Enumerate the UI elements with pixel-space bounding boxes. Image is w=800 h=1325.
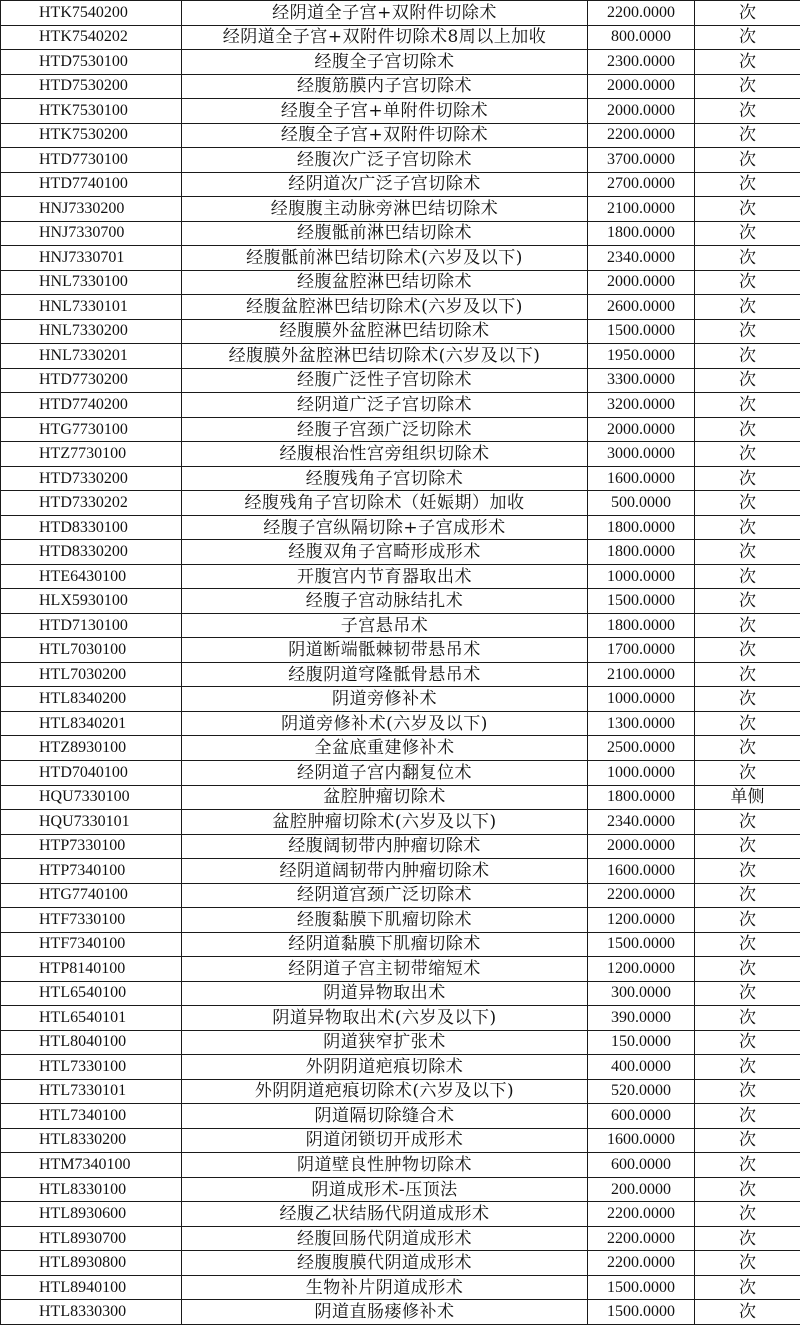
item-name-cell: 盆腔肿瘤切除术(六岁及以下) [182, 810, 588, 835]
item-price-cell: 300.0000 [588, 981, 695, 1006]
item-name-cell: 经腹骶前淋巴结切除术(六岁及以下) [182, 246, 588, 271]
item-unit-cell: 次 [695, 295, 800, 320]
table-row [1, 270, 800, 295]
table-row [1, 99, 800, 124]
table-row [1, 564, 800, 589]
item-code-cell: HTL7030100 [1, 638, 182, 663]
table-row [1, 344, 800, 369]
item-code-cell: HTM7340100 [1, 1153, 182, 1178]
item-price-cell: 2100.0000 [588, 197, 695, 222]
item-code-cell: HTD7040100 [1, 760, 182, 785]
item-name-cell: 经阴道子宫内翻复位术 [182, 760, 588, 785]
item-price-cell: 1500.0000 [588, 932, 695, 957]
item-unit-cell: 次 [695, 319, 800, 344]
item-unit-cell: 次 [695, 172, 800, 197]
item-price-cell: 2000.0000 [588, 99, 695, 124]
item-name-cell: 阴道异物取出术 [182, 981, 588, 1006]
item-code-cell: HTL6540101 [1, 1006, 182, 1031]
item-unit-cell: 次 [695, 1, 800, 26]
item-name-cell: 阴道隔切除缝合术 [182, 1104, 588, 1129]
table-row [1, 417, 800, 442]
item-unit-cell: 次 [695, 736, 800, 761]
item-code-cell: HTL8340200 [1, 687, 182, 712]
table-row [1, 883, 800, 908]
item-name-cell: 经腹全子宫+单附件切除术 [182, 99, 588, 124]
item-unit-cell: 次 [695, 466, 800, 491]
item-unit-cell: 次 [695, 442, 800, 467]
table-row [1, 197, 800, 222]
item-code-cell: HTL8330200 [1, 1128, 182, 1153]
item-code-cell: HTD7740100 [1, 172, 182, 197]
item-code-cell: HTD8330100 [1, 515, 182, 540]
item-code-cell: HNL7330100 [1, 270, 182, 295]
item-unit-cell: 次 [695, 197, 800, 222]
table-row [1, 221, 800, 246]
item-code-cell: HTE6430100 [1, 564, 182, 589]
table-row [1, 1006, 800, 1031]
item-price-cell: 1300.0000 [588, 711, 695, 736]
item-price-cell: 2200.0000 [588, 883, 695, 908]
item-price-cell: 1800.0000 [588, 540, 695, 565]
item-code-cell: HTL8930600 [1, 1202, 182, 1227]
item-code-cell: HTF7340100 [1, 932, 182, 957]
item-price-cell: 2200.0000 [588, 1, 695, 26]
item-code-cell: HTL8930700 [1, 1226, 182, 1251]
item-price-cell: 2340.0000 [588, 810, 695, 835]
item-price-cell: 3700.0000 [588, 148, 695, 173]
item-unit-cell: 次 [695, 74, 800, 99]
item-name-cell: 阴道断端骶棘韧带悬吊术 [182, 638, 588, 663]
table-row [1, 687, 800, 712]
table-row [1, 74, 800, 99]
table-row [1, 662, 800, 687]
item-unit-cell: 次 [695, 613, 800, 638]
item-unit-cell: 次 [695, 760, 800, 785]
item-unit-cell: 次 [695, 1202, 800, 1227]
item-unit-cell: 次 [695, 123, 800, 148]
item-code-cell: HNJ7330701 [1, 246, 182, 271]
item-code-cell: HNL7330201 [1, 344, 182, 369]
table-row [1, 50, 800, 75]
table-row [1, 834, 800, 859]
item-unit-cell: 次 [695, 589, 800, 614]
item-unit-cell: 次 [695, 1251, 800, 1276]
item-price-cell: 2000.0000 [588, 834, 695, 859]
item-name-cell: 全盆底重建修补术 [182, 736, 588, 761]
item-name-cell: 阴道壁良性肿物切除术 [182, 1153, 588, 1178]
item-price-cell: 2200.0000 [588, 1226, 695, 1251]
item-price-cell: 520.0000 [588, 1079, 695, 1104]
item-unit-cell: 次 [695, 711, 800, 736]
item-unit-cell: 次 [695, 1153, 800, 1178]
item-price-cell: 400.0000 [588, 1055, 695, 1080]
item-name-cell: 经腹筋膜内子宫切除术 [182, 74, 588, 99]
item-unit-cell: 次 [695, 491, 800, 516]
table-row [1, 25, 800, 50]
table-row [1, 1, 800, 26]
item-price-cell: 390.0000 [588, 1006, 695, 1031]
item-name-cell: 经腹根治性宫旁组织切除术 [182, 442, 588, 467]
item-name-cell: 经腹残角子宫切除术 [182, 466, 588, 491]
item-price-cell: 2340.0000 [588, 246, 695, 271]
item-price-cell: 600.0000 [588, 1104, 695, 1129]
item-unit-cell: 次 [695, 1177, 800, 1202]
item-code-cell: HTP8140100 [1, 957, 182, 982]
item-code-cell: HTD7330202 [1, 491, 182, 516]
item-unit-cell: 次 [695, 270, 800, 295]
item-name-cell: 阴道闭锁切开成形术 [182, 1128, 588, 1153]
item-name-cell: 经阴道宫颈广泛切除术 [182, 883, 588, 908]
table-row [1, 981, 800, 1006]
item-name-cell: 经腹残角子宫切除术（妊娠期）加收 [182, 491, 588, 516]
item-code-cell: HTL6540100 [1, 981, 182, 1006]
table-row [1, 491, 800, 516]
table-row [1, 1251, 800, 1276]
item-unit-cell: 次 [695, 393, 800, 418]
item-name-cell: 经腹盆腔淋巴结切除术 [182, 270, 588, 295]
table-row [1, 1079, 800, 1104]
item-code-cell: HNL7330200 [1, 319, 182, 344]
item-name-cell: 外阴阴道疤痕切除术(六岁及以下) [182, 1079, 588, 1104]
item-code-cell: HTD7530200 [1, 74, 182, 99]
table-row [1, 638, 800, 663]
item-name-cell: 经腹骶前淋巴结切除术 [182, 221, 588, 246]
item-name-cell: 阴道成形术-压顶法 [182, 1177, 588, 1202]
table-row [1, 760, 800, 785]
item-unit-cell: 次 [695, 246, 800, 271]
table-row [1, 1030, 800, 1055]
table-row [1, 466, 800, 491]
item-name-cell: 经阴道阔韧带内肿瘤切除术 [182, 859, 588, 884]
item-price-cell: 1500.0000 [588, 589, 695, 614]
item-name-cell: 经阴道次广泛子宫切除术 [182, 172, 588, 197]
item-price-cell: 1600.0000 [588, 1128, 695, 1153]
item-price-cell: 2000.0000 [588, 74, 695, 99]
item-name-cell: 开腹宫内节育器取出术 [182, 564, 588, 589]
item-price-cell: 800.0000 [588, 25, 695, 50]
table-row [1, 172, 800, 197]
table-row [1, 1177, 800, 1202]
item-code-cell: HTG7730100 [1, 417, 182, 442]
item-price-cell: 600.0000 [588, 1153, 695, 1178]
item-price-cell: 1800.0000 [588, 613, 695, 638]
item-name-cell: 经腹黏膜下肌瘤切除术 [182, 908, 588, 933]
item-price-cell: 1600.0000 [588, 466, 695, 491]
item-code-cell: HNL7330101 [1, 295, 182, 320]
item-name-cell: 阴道直肠瘘修补术 [182, 1300, 588, 1325]
item-name-cell: 阴道旁修补术(六岁及以下) [182, 711, 588, 736]
table-row [1, 1055, 800, 1080]
item-name-cell: 经腹全子宫切除术 [182, 50, 588, 75]
item-unit-cell: 次 [695, 515, 800, 540]
item-unit-cell: 次 [695, 1055, 800, 1080]
item-name-cell: 阴道狭窄扩张术 [182, 1030, 588, 1055]
item-code-cell: HTZ7730100 [1, 442, 182, 467]
item-unit-cell: 次 [695, 25, 800, 50]
item-price-cell: 1800.0000 [588, 515, 695, 540]
item-name-cell: 经腹腹主动脉旁淋巴结切除术 [182, 197, 588, 222]
item-unit-cell: 次 [695, 834, 800, 859]
table-row [1, 148, 800, 173]
table-row [1, 736, 800, 761]
item-price-cell: 3300.0000 [588, 368, 695, 393]
item-code-cell: HQU7330101 [1, 810, 182, 835]
item-code-cell: HTD7740200 [1, 393, 182, 418]
item-price-cell: 1000.0000 [588, 760, 695, 785]
table-row [1, 368, 800, 393]
item-price-cell: 1200.0000 [588, 957, 695, 982]
item-code-cell: HTP7340100 [1, 859, 182, 884]
table-row [1, 442, 800, 467]
item-name-cell: 外阴阴道疤痕切除术 [182, 1055, 588, 1080]
item-unit-cell: 次 [695, 417, 800, 442]
item-price-cell: 1700.0000 [588, 638, 695, 663]
item-name-cell: 生物补片阴道成形术 [182, 1275, 588, 1300]
item-name-cell: 盆腔肿瘤切除术 [182, 785, 588, 810]
item-price-cell: 2000.0000 [588, 417, 695, 442]
table-row [1, 393, 800, 418]
item-price-cell: 2300.0000 [588, 50, 695, 75]
item-name-cell: 经腹乙状结肠代阴道成形术 [182, 1202, 588, 1227]
item-unit-cell: 次 [695, 883, 800, 908]
item-code-cell: HTL8330300 [1, 1300, 182, 1325]
item-name-cell: 经腹双角子宫畸形成形术 [182, 540, 588, 565]
table-row [1, 246, 800, 271]
item-unit-cell: 次 [695, 1226, 800, 1251]
table-row [1, 1202, 800, 1227]
item-price-cell: 1600.0000 [588, 859, 695, 884]
item-price-cell: 500.0000 [588, 491, 695, 516]
table-row [1, 319, 800, 344]
item-price-cell: 1200.0000 [588, 908, 695, 933]
item-price-cell: 3200.0000 [588, 393, 695, 418]
item-code-cell: HTP7330100 [1, 834, 182, 859]
item-name-cell: 经腹腹膜代阴道成形术 [182, 1251, 588, 1276]
item-name-cell: 经阴道全子宫+双附件切除术8周以上加收 [182, 25, 588, 50]
item-code-cell: HQU7330100 [1, 785, 182, 810]
item-unit-cell: 次 [695, 1006, 800, 1031]
item-name-cell: 经腹回肠代阴道成形术 [182, 1226, 588, 1251]
item-price-cell: 1500.0000 [588, 1300, 695, 1325]
table-row [1, 1275, 800, 1300]
item-unit-cell: 次 [695, 99, 800, 124]
item-unit-cell: 次 [695, 1275, 800, 1300]
item-price-cell: 2600.0000 [588, 295, 695, 320]
item-unit-cell: 次 [695, 1030, 800, 1055]
item-price-cell: 1000.0000 [588, 564, 695, 589]
item-unit-cell: 次 [695, 368, 800, 393]
item-unit-cell: 次 [695, 1300, 800, 1325]
item-code-cell: HTK7540200 [1, 1, 182, 26]
item-unit-cell: 次 [695, 908, 800, 933]
item-unit-cell: 单侧 [695, 785, 800, 810]
item-code-cell: HTD7330200 [1, 466, 182, 491]
item-price-cell: 2100.0000 [588, 662, 695, 687]
item-unit-cell: 次 [695, 344, 800, 369]
item-code-cell: HTK7540202 [1, 25, 182, 50]
item-unit-cell: 次 [695, 859, 800, 884]
item-price-cell: 1950.0000 [588, 344, 695, 369]
item-price-cell: 2700.0000 [588, 172, 695, 197]
table-row [1, 908, 800, 933]
table-row [1, 613, 800, 638]
item-unit-cell: 次 [695, 687, 800, 712]
item-code-cell: HLX5930100 [1, 589, 182, 614]
item-name-cell: 经阴道黏膜下肌瘤切除术 [182, 932, 588, 957]
table-row [1, 1128, 800, 1153]
item-price-cell: 150.0000 [588, 1030, 695, 1055]
item-unit-cell: 次 [695, 957, 800, 982]
item-unit-cell: 次 [695, 638, 800, 663]
item-name-cell: 子宫悬吊术 [182, 613, 588, 638]
item-name-cell: 经阴道广泛子宫切除术 [182, 393, 588, 418]
item-unit-cell: 次 [695, 1104, 800, 1129]
item-code-cell: HNJ7330700 [1, 221, 182, 246]
table-row [1, 1300, 800, 1325]
table-row [1, 957, 800, 982]
item-unit-cell: 次 [695, 1128, 800, 1153]
table-row [1, 785, 800, 810]
item-code-cell: HTL8330100 [1, 1177, 182, 1202]
item-code-cell: HTD8330200 [1, 540, 182, 565]
item-name-cell: 经腹次广泛子宫切除术 [182, 148, 588, 173]
item-name-cell: 经腹盆腔淋巴结切除术(六岁及以下) [182, 295, 588, 320]
item-price-cell: 1800.0000 [588, 785, 695, 810]
item-unit-cell: 次 [695, 148, 800, 173]
item-code-cell: HTG7740100 [1, 883, 182, 908]
item-code-cell: HTL8940100 [1, 1275, 182, 1300]
table-row [1, 1153, 800, 1178]
item-code-cell: HTD7730200 [1, 368, 182, 393]
item-price-cell: 2200.0000 [588, 1202, 695, 1227]
item-name-cell: 经腹阴道穹隆骶骨悬吊术 [182, 662, 588, 687]
item-name-cell: 经腹子宫动脉结扎术 [182, 589, 588, 614]
item-code-cell: HTL8040100 [1, 1030, 182, 1055]
item-name-cell: 经腹膜外盆腔淋巴结切除术 [182, 319, 588, 344]
table-row [1, 123, 800, 148]
item-code-cell: HTD7730100 [1, 148, 182, 173]
item-price-cell: 200.0000 [588, 1177, 695, 1202]
item-name-cell: 经腹膜外盆腔淋巴结切除术(六岁及以下) [182, 344, 588, 369]
item-code-cell: HTF7330100 [1, 908, 182, 933]
item-unit-cell: 次 [695, 221, 800, 246]
item-unit-cell: 次 [695, 810, 800, 835]
fee-table-body [1, 1, 800, 1325]
table-row [1, 711, 800, 736]
item-unit-cell: 次 [695, 932, 800, 957]
item-unit-cell: 次 [695, 50, 800, 75]
table-row [1, 1104, 800, 1129]
item-name-cell: 经腹阔韧带内肿瘤切除术 [182, 834, 588, 859]
table-row [1, 540, 800, 565]
table-row [1, 1226, 800, 1251]
item-name-cell: 经阴道子宫主韧带缩短术 [182, 957, 588, 982]
item-code-cell: HTL7330100 [1, 1055, 182, 1080]
item-price-cell: 1500.0000 [588, 319, 695, 344]
item-price-cell: 2200.0000 [588, 1251, 695, 1276]
item-code-cell: HNJ7330200 [1, 197, 182, 222]
item-price-cell: 1500.0000 [588, 1275, 695, 1300]
item-unit-cell: 次 [695, 662, 800, 687]
item-unit-cell: 次 [695, 1079, 800, 1104]
item-price-cell: 1000.0000 [588, 687, 695, 712]
table-row [1, 515, 800, 540]
item-price-cell: 2500.0000 [588, 736, 695, 761]
table-row [1, 589, 800, 614]
item-unit-cell: 次 [695, 981, 800, 1006]
item-code-cell: HTK7530200 [1, 123, 182, 148]
item-name-cell: 经腹子宫颈广泛切除术 [182, 417, 588, 442]
item-name-cell: 经腹广泛性子宫切除术 [182, 368, 588, 393]
item-code-cell: HTL8340201 [1, 711, 182, 736]
item-price-cell: 2200.0000 [588, 123, 695, 148]
item-name-cell: 经腹全子宫+双附件切除术 [182, 123, 588, 148]
table-row [1, 295, 800, 320]
item-name-cell: 经腹子宫纵隔切除+子宫成形术 [182, 515, 588, 540]
item-name-cell: 阴道旁修补术 [182, 687, 588, 712]
item-code-cell: HTL7030200 [1, 662, 182, 687]
item-unit-cell: 次 [695, 564, 800, 589]
item-name-cell: 阴道异物取出术(六岁及以下) [182, 1006, 588, 1031]
table-row [1, 810, 800, 835]
item-code-cell: HTD7530100 [1, 50, 182, 75]
table-row [1, 932, 800, 957]
item-price-cell: 2000.0000 [588, 270, 695, 295]
item-code-cell: HTL8930800 [1, 1251, 182, 1276]
item-code-cell: HTD7130100 [1, 613, 182, 638]
item-price-cell: 1800.0000 [588, 221, 695, 246]
item-code-cell: HTL7340100 [1, 1104, 182, 1129]
item-name-cell: 经阴道全子宫+双附件切除术 [182, 1, 588, 26]
table-row [1, 859, 800, 884]
item-code-cell: HTL7330101 [1, 1079, 182, 1104]
item-code-cell: HTK7530100 [1, 99, 182, 124]
item-unit-cell: 次 [695, 540, 800, 565]
item-price-cell: 3000.0000 [588, 442, 695, 467]
item-code-cell: HTZ8930100 [1, 736, 182, 761]
